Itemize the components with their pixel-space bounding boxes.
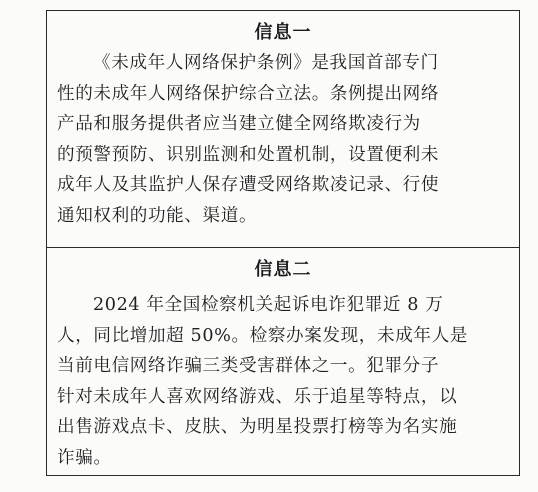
info-two-line: 人，同比增加超 50%。检察办案发现，未成年人是 bbox=[57, 325, 468, 346]
info-one-paragraph bbox=[57, 48, 515, 232]
info-two-heading: 信息二 bbox=[254, 259, 312, 280]
info-two-line: 2024 年全国检察机关起诉电诈犯罪近 8 万 bbox=[93, 295, 444, 315]
info-one-line: 通知权利的功能、渠道。 bbox=[57, 205, 258, 226]
info-frame bbox=[46, 10, 520, 476]
info-one-line: 产品和服务提供者应当建立健全网络欺凌行为 bbox=[57, 114, 421, 135]
info-one-heading: 信息一 bbox=[254, 22, 312, 43]
info-two-line: 诈骗。 bbox=[57, 447, 112, 468]
info-two-line: 当前电信网络诈骗三类受害群体之一。犯罪分子 bbox=[57, 356, 440, 377]
info-one-line: 《未成年人网络保护条例》是我国首部专门 bbox=[93, 53, 439, 73]
info-one-line: 的预警预防、识别监测和处置机制，设置便利未 bbox=[57, 144, 440, 165]
info-one-line: 成年人及其监护人保存遭受网络欺凌记录、行使 bbox=[57, 175, 440, 196]
info-one-section bbox=[47, 11, 519, 247]
info-two-paragraph bbox=[57, 290, 515, 474]
info-two-section bbox=[47, 248, 519, 476]
info-one-line: 性的未成年人网络保护综合立法。条例提出网络 bbox=[57, 83, 440, 104]
info-two-line: 出售游戏点卡、皮肤、为明星投票打榜等为名实施 bbox=[57, 417, 458, 438]
info-two-line: 针对未成年人喜欢网络游戏、乐于追星等特点，以 bbox=[57, 386, 458, 407]
